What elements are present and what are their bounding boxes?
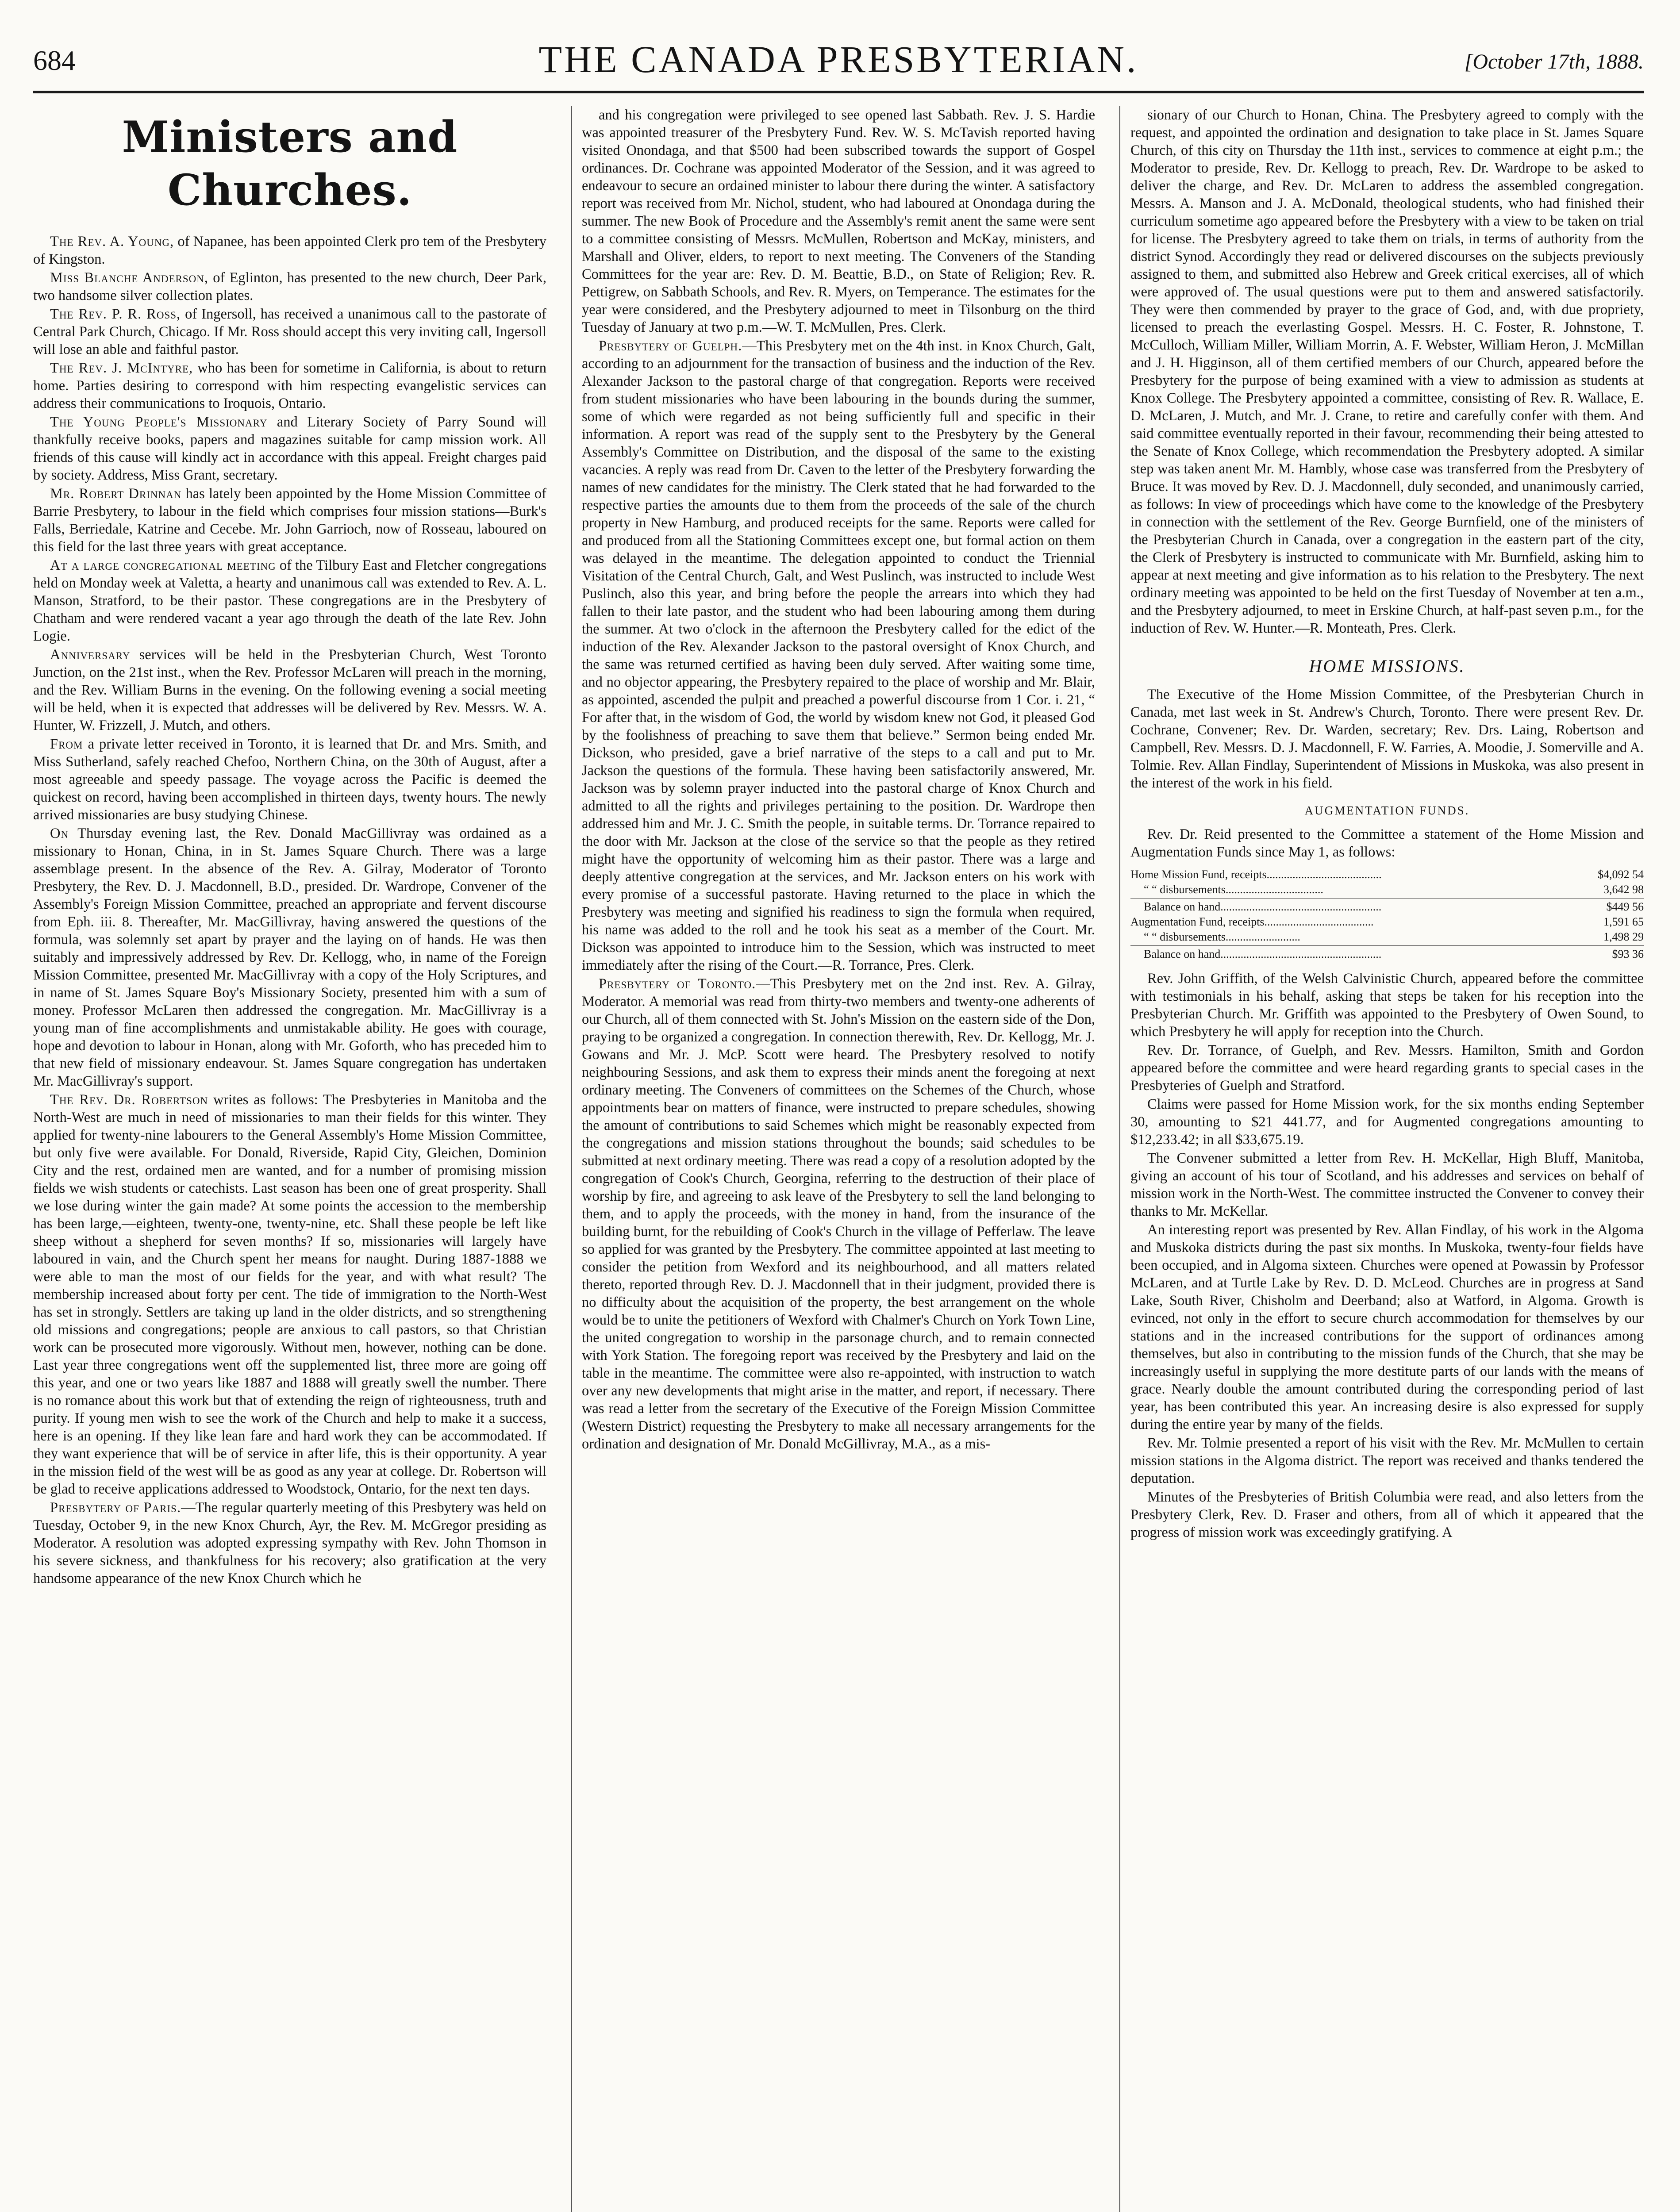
article-text: writes as follows: The Presbyteries in Manitoba and the North-West are much in need of missionaries to man their fields for this winter. They applied for twenty-nine labourers to the General Assembly's Home Mission Committee, but only five were available. For Donald, Riverside, Rapid City, Gleichen, Dominion City and the rest, ordained men are wanted, and for a number of promising mission fields we wish students or catechists. Last season has been one of great prosperity. Shall we lose during winter the gain made? At some points the accession to the membership has been large,—eighteen, twenty-one, twenty-nine, etc. Shall these people be left like sheep without a shepherd for seven months? If so, missionaries will largely have laboured in vain, and the Church spent her means for naught. During 1887-1888 we were able to man the most of our fields for the year, and with what result? The membership increased about forty per cent. The tide of immigration to the North-West has set in strongly. Settlers are taking up land in the older districts, and so strengthening old missions and congregations; people are anxious to call pastors, so that Christian work can be prosecuted more vigorously. Without men, however, nothing can be done. Last year three congregations went off the supplemented list, three more are going off this year, and one or two years like 1887 and 1888 will greatly swell the number. There is no romance about this work but that of extending the reign of righteousness, truth and purity. If young men wish to see the work of the Church and help to make it a success, here is an opening. If they like lean fare and hard work they can be accommodated. If they want experience that will be of service in after life, this is their opportunity. A year in the mission field of the west will be as good as any year at college. Dr. Robertson will be glad to receive applications addressed to Woodstock, Ontario, for the next ten days. bbox=[33, 1092, 546, 1497]
column-divider bbox=[571, 106, 572, 2212]
column-divider bbox=[1119, 106, 1120, 2212]
issue-date: [October 17th, 1888. bbox=[1464, 50, 1644, 73]
account-row bbox=[1130, 945, 1644, 962]
article-lead: The Rev. Dr. Robertson bbox=[50, 1092, 208, 1108]
account-amount: 3,642 98 bbox=[1603, 883, 1644, 896]
column-1-articles bbox=[33, 233, 546, 1587]
account-amount: $4,092 54 bbox=[1598, 868, 1644, 881]
article-text: An interesting report was presented by Rev. Allan Findlay, of his work in the Algoma and Muskoka districts during the past six months. In Muskoka, twenty-four fields have been occupied, and in Algoma sixteen. Churches were opened at Powassin by Professor McLaren, and at Turtle Lake by Rev. D. D. McLeod. Churches are in progress at Sand Lake, South River, Chisholm and Deerband; also at Watford, in Algoma. Growth is evinced, not only in the effort to secure church accommodation for themselves by our stations and in the increased contributions for the support of ordinances among themselves, but also in contributing to the mission funds of the Church, that she may be increasingly useful in supplying the more destitute parts of our lands with the means of grace. Nearly double the amount contributed during the corresponding period of last year, has been contributed this year. An increasing desire is also expressed for supply during the entire year by many of the fields. bbox=[1130, 1222, 1644, 1432]
article-text: of Ingersoll, has received a unanimous call to the pastorate of Central Park Church, Chicago. If Mr. Ross should accept this very inviting call, Ingersoll will lose an able and faithful pastor. bbox=[33, 306, 546, 357]
article-text: Minutes of the Presbyteries of British Columbia were read, and also letters from the Presbytery Clerk, Rev. D. Fraser and others, from all of which it appeared that the progress of mission work was exceedingly gratifying. A bbox=[1130, 1489, 1644, 1540]
article-lead: Presbytery of Toronto. bbox=[599, 976, 756, 992]
article-paragraph bbox=[33, 1499, 546, 1587]
account-amount: $449 56 bbox=[1606, 900, 1644, 913]
home-missions-reports bbox=[1130, 970, 1644, 1541]
article-lead: Miss Blanche Anderson, bbox=[50, 270, 209, 286]
article-text: Rev. Dr. Torrance, of Guelph, and Rev. Messrs. Hamilton, Smith and Gordon appeared before the committee and were heard regarding grants to special cases in the Presbyteries of Guelph and Stratford. bbox=[1130, 1042, 1644, 1094]
article-paragraph bbox=[1130, 1434, 1644, 1487]
article-lead: The Rev. P. R. Ross, bbox=[50, 306, 181, 322]
article-lead: The Rev. J. McIntyre, bbox=[50, 360, 193, 376]
article-text: and his congregation were privileged to see opened last Sabbath. Rev. J. S. Hardie was appointed treasurer of the Presbytery Fund. Rev. W. S. McTavish reported having visited Onondaga, and that $500 had been subscribed towards the support of Gospel ordinances. Dr. Cochrane was appointed Moderator of the Session, and it was agreed to endeavour to secure an ordained minister to labour there during the winter. A satisfactory report was received from Mr. Nichol, student, who had laboured at Onondaga during the summer. The new Book of Procedure and the Assembly's remit anent the same were sent to a committee consisting of Messrs. McMullen, Robertson and McKay, ministers, and Marshall and Oliver, elders, to report to next meeting. The Conveners of the Standing Committees for the year are: Rev. D. M. Beattie, B.D., on State of Religion; Rev. R. Pettigrew, on Sabbath Schools, and Rev. R. Myers, on Temperance. The estimates for the year were considered, and the Presbytery adjourned to meet in Tilsonburg on the third Tuesday of January at two p.m.—W. T. McMullen, Pres. Clerk. bbox=[582, 107, 1095, 335]
account-row bbox=[1130, 929, 1644, 945]
article-text: The Convener submitted a letter from Rev. H. McKellar, High Bluff, Manitoba, giving an account of his tour of Scotland, and his addresses and services on behalf of mission work in the North-West. The committee instructed the Convener to convey their thanks to Mr. McKellar. bbox=[1130, 1150, 1644, 1219]
column-3-articles-top bbox=[1130, 106, 1644, 637]
column-2-articles bbox=[582, 106, 1095, 1453]
article-paragraph bbox=[1130, 970, 1644, 1041]
article-text: of Eglinton, has presented to the new church, Deer Park, two handsome silver collection plates. bbox=[33, 270, 546, 303]
article-paragraph bbox=[582, 337, 1095, 974]
article-text: Claims were passed for Home Mission work, for the six months ending September 30, amounting to $21 441.77, and for Augmented congregations amounting to $12,233.42; in all $33,675.19. bbox=[1130, 1096, 1644, 1148]
article-paragraph bbox=[1130, 1221, 1644, 1433]
article-lead: Presbytery of Guelph. bbox=[599, 338, 742, 354]
article-text: a private letter received in Toronto, it is learned that Dr. and Mrs. Smith, and Miss Sutherland, safely reached Chefoo, Northern China, on the 30th of August, after a most agreeable and speedy passage. The voyage across the Pacific is deemed the quickest on record, having been accomplished in thirteen days, twenty hours. The newly arrived missionaries are busy studying Chinese. bbox=[33, 736, 546, 823]
section-title: Ministers and Churches. bbox=[122, 112, 458, 215]
article-paragraph bbox=[1130, 1149, 1644, 1220]
article-text: services will be held in the Presbyterian Church, West Toronto Junction, on the 21st inst., when the Rev. Professor McLaren will preach in the morning, and the Rev. William Burns in the evening. On the following evening a social meeting will be held, when it is expected that addresses will be delivered by Rev. Messrs. W. A. Hunter, W. Frizzell, J. Mutch, and others. bbox=[33, 647, 546, 733]
article-paragraph bbox=[33, 557, 546, 645]
article-lead: Mr. Robert Drinnan bbox=[50, 486, 182, 502]
augmentation-heading: AUGMENTATION FUNDS. bbox=[1304, 804, 1470, 817]
article-lead: Anniversary bbox=[50, 647, 131, 663]
account-label: Augmentation Fund, receipts...................................... bbox=[1130, 915, 1374, 928]
article-paragraph bbox=[1130, 106, 1644, 637]
article-text: —This Presbytery met on the 2nd inst. Rev. A. Gilray, Moderator. A memorial was read from thirty-two members and twenty-one adherents of our Church, all of them connected with St. John's Mission on the eastern side of the Don, praying to be organized a congregation. In connection therewith, Rev. Dr. Kellogg, Mr. J. Gowans and Mr. J. McP. Scott were heard. The Presbytery resolved to notify neighbouring Sessions, and ask them to express their minds anent the foregoing at next ordinary meeting. The Conveners of committees on the Schemes of the Church, whose appointments bear on matters of finance, were instructed to prepare schedules, showing the amount of contributions to said Schemes which might be reasonably expected from the congregations and mission stations throughout the bounds; said schedules to be submitted at next ordinary meeting. There was read a copy of a resolution adopted by the congregation of Cook's Church, Georgina, referring to the destruction of their place of worship by fire, and agreeing to ask leave of the Presbytery to sell the land belonging to them, and to apply the proceeds, with the money in hand, from the insurance of the building burnt, for the rebuilding of Cook's Church in the village of Pefferlaw. The leave so applied for was granted by the Presbytery. The committee appointed at last meeting to consider the petition from Wexford and its neighbourhood, and all matters related thereto, reported through Rev. D. J. Macdonnell that in their judgment, provided there is no difficulty about the acquisition of the property, the best arrangement on the whole would be to unite the petitioners of Wexford with Chalmer's Church on York Town Line, the united congregation to worship in the parsonage church, and to remain connected with York Station. The foregoing report was received by the Presbytery and laid on the table in the meantime. The committee were also re-appointed, with instruction to watch over any new developments that might arise in the matter, and report, if necessary. There was read a letter from the secretary of the Executive of the Foreign Mission Committee (Western District) requesting the Presbytery to make all necessary arrangements for the ordination and designation of Mr. Donald McGillivray, M.A., as a mis- bbox=[582, 976, 1095, 1452]
article-lead: On bbox=[50, 826, 69, 841]
article-text: Thursday evening last, the Rev. Donald MacGillivray was ordained as a missionary to Honan, China, in in St. James Square Church. There was a large assemblage present. In the absence of the Rev. A. Gilray, Moderator of Toronto Presbytery, the Rev. D. J. Macdonnell, B.D., presided. Dr. Wardrope, Convener of the Assembly's Foreign Mission Committee, preached an appropriate and fervent discourse from Eph. iii. 8. Thereafter, Mr. MacGillivray, having answered the questions of the formula, was solemnly set apart by prayer and the laying on of hands. He was then suitably and impressively addressed by Rev. Dr. Kellogg, who, in name of the Foreign Mission Committee, presented Mr. MacGillivray with a copy of the Holy Scriptures, and in name of St. James Square Boy's Missionary Society, presented him with a sum of money. Professor McLaren then addressed the congregation. Mr. MacGillivray is a young man of fine accomplishments and unmistakable ability. He goes with courage, hope and devotion to labour in Honan, along with Mr. Goforth, who has preceded him to that new field of missionary endeavour. St. James Square congregation has undertaken Mr. MacGillivray's support. bbox=[33, 826, 546, 1089]
account-row bbox=[1130, 882, 1644, 897]
article-paragraph bbox=[33, 233, 546, 268]
article-paragraph bbox=[33, 735, 546, 824]
article-text: of the Tilbury East and Fletcher congregations held on Monday week at Valetta, a hearty and unanimous call was extended to Rev. A. L. Manson, Stratford, to be their pastor. These congregations are in the Presbytery of Chatham and were rendered vacant a year ago through the death of the late Rev. John Logie. bbox=[33, 557, 546, 644]
account-label: Balance on hand........................................................ bbox=[1144, 948, 1382, 960]
account-amount: 1,498 29 bbox=[1603, 930, 1644, 943]
article-text: —This Presbytery met on the 4th inst. in Knox Church, Galt, according to an adjournment for the transaction of business and the induction of the Rev. Alexander Jackson to the pastoral charge of that congregation. Reports were received from student missionaries who have been labouring in the bounds during the summer, some of which were regarded as not being sufficiently full and specific in their information. A report was read of the supply sent to the Presbytery by the General Assembly's Committee on Distribution, and the disposal of the same to the existing vacancies. A reply was read from Dr. Caven to the letter of the Presbytery forwarding the names of new candidates for the ministry. The Clerk stated that he had forwarded to the respective parties the amounts due to them from the proceeds of the sale of the church property in New Hamburg, and produced receipts for the same. Reports were called for and produced from all the Stationing Committees except one, but formal action on them was delayed in the meantime. The delegation appointed to conduct the Triennial Visitation of the Central Church, Galt, and West Puslinch, was instructed to include West Puslinch, also this year, and bring before the people the arrears into which they had fallen to their late pastor, and the student who had been labouring among them during the summer. At two o'clock in the afternoon the Presbytery called for the edict of the induction of the Rev. Alexander Jackson to the pastoral oversight of Knox Church, and the same was returned certified as having been duly served. After waiting some time, and no objector appearing, the Presbytery repaired to the place of worship and Mr. Blair, as appointed, ascended the pulpit and preached a powerful discourse from 1 Cor. i. 21, “ For after that, in the wisdom of God, the world by wisdom knew not God, it pleased God by the foolishness of preaching to save them that believe.” Sermon being ended Mr. Dickson, who presided, gave a brief narrative of the steps to a call and put to Mr. Jackson the questions of the formula. These having been satisfactorily answered, Mr. Jackson was by solemn prayer inducted into the pastoral charge of Knox Church and admitted to all the rights and privileges pertaining to the position. Dr. Wardrope then addressed him and Mr. J. C. Smith the people, in suitable terms. Dr. Torrance repaired to the door with Mr. Jackson at the close of the service so that the people as they retired might have the opportunity of welcoming him as their pastor. There was a large and deeply attentive congregation at the services, and Mr. Jackson enters on his work with every promise of a successful pastorate. Having returned to the place in which the Presbytery was meeting and signified his readiness to sign the formula when required, his name was added to the roll and he took his seat as a member of the Court. Mr. Dickson was appointed to introduce him to the Session, which was instructed to meet immediately after the rising of the Court.—R. Torrance, Pres. Clerk. bbox=[582, 338, 1095, 973]
article-text: Rev. Mr. Tolmie presented a report of his visit with the Rev. Mr. McMullen to certain mission stations in the Algoma district. The report was received and thanks tendered the deputation. bbox=[1130, 1435, 1644, 1486]
masthead-rule bbox=[33, 91, 1644, 93]
article-text: and Literary Society of Parry Sound will thankfully receive books, papers and magazines suitable for camp mission work. All friends of this cause will kindly act in accordance with this appeal. Freight charges paid by society. Address, Miss Grant, secretary. bbox=[33, 414, 546, 483]
article-paragraph bbox=[1130, 1041, 1644, 1094]
account-amount: 1,591 65 bbox=[1603, 915, 1644, 928]
article-paragraph bbox=[582, 106, 1095, 336]
account-row bbox=[1130, 867, 1644, 882]
article-paragraph bbox=[33, 485, 546, 556]
account-label: Home Mission Fund, receipts........................................ bbox=[1130, 868, 1382, 881]
article-text: The Executive of the Home Mission Committee, of the Presbyterian Church in Canada, met last week in St. Andrew's Church, Toronto. There were present Rev. Dr. Cochrane, Convener; Rev. Dr. Warden, secretary; Rev. Drs. Laing, Robertson and Campbell, Rev. Messrs. D. J. Macdonnell, F. W. Farries, A. Moodie, J. Somerville and A. Tolmie. Rev. Allan Findlay, Superintendent of Missions in Muskoka, was also present in the interest of the work in his field. bbox=[1130, 687, 1644, 791]
page-number: 684 bbox=[33, 45, 76, 76]
article-paragraph bbox=[1130, 1095, 1644, 1148]
article-paragraph bbox=[33, 1091, 546, 1498]
article-paragraph bbox=[33, 646, 546, 734]
article-paragraph bbox=[1130, 686, 1644, 792]
masthead bbox=[33, 35, 1644, 88]
account-row bbox=[1130, 914, 1644, 929]
home-missions-articles bbox=[1130, 686, 1644, 792]
article-paragraph bbox=[33, 305, 546, 358]
article-paragraph bbox=[33, 269, 546, 304]
article-paragraph bbox=[33, 413, 546, 484]
article-paragraph bbox=[33, 359, 546, 412]
column-2 bbox=[582, 106, 1095, 2212]
account-label: Balance on hand........................................................ bbox=[1144, 900, 1382, 913]
article-text: of Napanee, has been appointed Clerk pro tem of the Presbytery of Kingston. bbox=[33, 234, 546, 267]
article-lead: At a large congregational meeting bbox=[50, 557, 276, 573]
accounts-statement bbox=[1130, 867, 1644, 962]
column-3 bbox=[1130, 106, 1644, 2212]
article-paragraph bbox=[582, 975, 1095, 1453]
account-row bbox=[1130, 898, 1644, 914]
article-paragraph bbox=[1130, 1488, 1644, 1541]
column-1 bbox=[33, 106, 546, 2212]
article-text: —The regular quarterly meeting of this Presbytery was held on Tuesday, October 9, in the new Knox Church, Ayr, the Rev. M. McGregor presiding as Moderator. A resolution was adopted expressing sympathy with Rev. John Thomson in his severe sickness, and thankfulness for his recovery; also gratification at the very handsome appearance of the new Knox Church which he bbox=[33, 1500, 546, 1586]
article-lead: The Rev. A. Young, bbox=[50, 234, 174, 250]
article-text: who has been for sometime in California, is about to return home. Parties desiring to correspond with him respecting evangelistic services can address their communications to Iroquois, Ontario. bbox=[33, 360, 546, 411]
article-paragraph bbox=[33, 825, 546, 1090]
home-missions-heading: HOME MISSIONS. bbox=[1309, 656, 1465, 676]
article-lead: From bbox=[50, 736, 83, 752]
article-lead: Presbytery of Paris. bbox=[50, 1500, 181, 1516]
article-text: Rev. John Griffith, of the Welsh Calvinistic Church, appeared before the committee with testimonials in his behalf, asking that steps be taken for his reception into the Presbyterian Church. Mr. Griffith was appointed to the Presbytery of Owen Sound, to which Presbytery he will apply for reception into the Church. bbox=[1130, 971, 1644, 1040]
article-text: sionary of our Church to Honan, China. The Presbytery agreed to comply with the request, and appointed the ordination and designation to take place in St. James Square Church, of this city on Thursday the 11th inst., services to commence at eight p.m.; the Moderator to preside, Rev. Dr. Kellogg to preach, Rev. Dr. Wardrope to be asked to deliver the charge, and Rev. Dr. McLaren to address the assembled congregation. Messrs. A. Manson and J. A. McDonald, theological students, who had finished their curriculum sometime ago appeared before the Presbytery with a view to be taken on trial for license. The Presbytery agreed to take them on trials, in terms of authority from the district Synod. Accordingly they read or delivered discourses on the subjects previously assigned to them, and submitted also Hebrew and Greek critical exercises, all of which were approved of. The usual questions were put to them and answered satisfactorily. They were then commended by prayer to the grace of God, and, with due propriety, licensed to preach the everlasting Gospel. Messrs. H. C. Foster, R. Johnstone, T. McCulloch, William Miller, William Morrin, A. F. Webster, William Heron, J. McMillan and J. H. Higginson, all of them certified members of our Church, appeared before the Presbytery for the purpose of being examined with a view to admission as students at Knox College. The Presbytery appointed a committee, consisting of Rev. R. Wallace, E. D. McLaren, J. Mutch, and Mr. J. Crane, to retire and carefully confer with them. And said committee eventually reported in their favour, recommending their being attested to the Senate of Knox College, which recommendation the Presbytery adopted. A similar step was taken anent Mr. M. Hambly, whose case was transferred from the Presbytery of Bruce. It was moved by Rev. D. J. Macdonnell, duly seconded, and unanimously carried, as follows: In view of proceedings which have come to the knowledge of the Presbytery in connection with the settlement of the Rev. George Burnfield, one of the ministers of the Presbyterian Church in Canada, over a congregation in the eastern part of the city, the Clerk of Presbytery is instructed to communicate with Mr. Burnfield, asking him to appear at next meeting and give information as to his relation to the Presbytery. The next ordinary meeting was appointed to be held on the first Tuesday of November at ten a.m., and the Presbytery adjourned, to meet in Erskine Church, at half-past seven p.m., for the induction of Rev. W. Hunter.—R. Monteath, Pres. Clerk. bbox=[1130, 107, 1644, 636]
account-label: “ “ disbursements.......................... bbox=[1144, 930, 1300, 943]
article-text: has lately been appointed by the Home Mission Committee of Barrie Presbytery, to labour in the field which comprises four mission stations—Burk's Falls, Berriedale, Katrine and Cecebe. Mr. John Garrioch, now of Rosseau, laboured on this field for the last three years with great acceptance. bbox=[33, 486, 546, 555]
account-label: “ “ disbursements.................................. bbox=[1144, 883, 1323, 896]
publication-title: THE CANADA PRESBYTERIAN. bbox=[538, 38, 1138, 81]
account-amount: $93 36 bbox=[1612, 948, 1644, 960]
augmentation-intro: Rev. Dr. Reid presented to the Committee a statement of the Home Mission and Augmentation Funds since May 1, as follows: bbox=[1130, 826, 1644, 860]
article-lead: The Young People's Missionary bbox=[50, 414, 268, 430]
